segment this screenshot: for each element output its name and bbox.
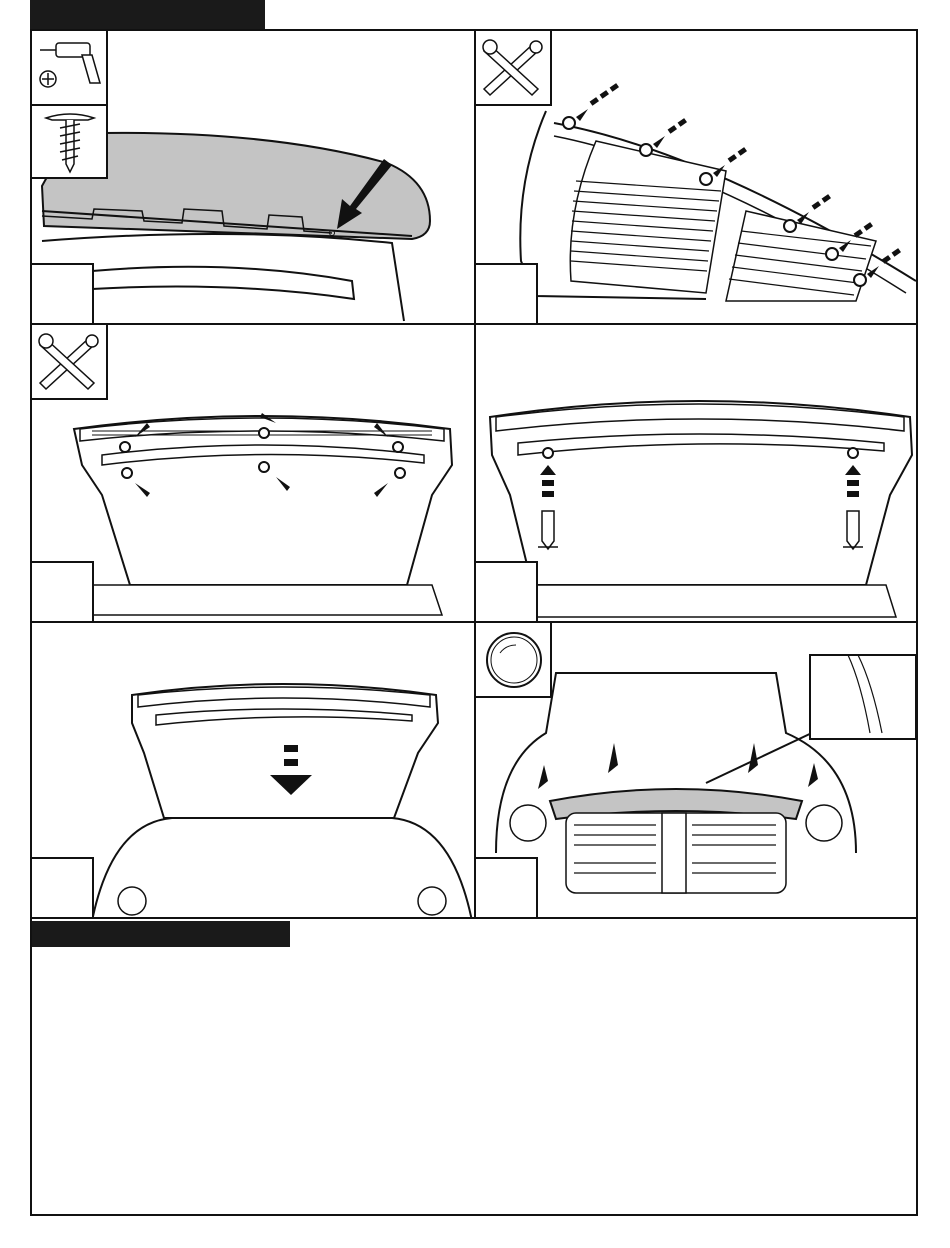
step-4-number-box [476,561,538,621]
step-1-panel [30,29,476,325]
step-1-number-box [32,263,94,323]
cleaning-pad-icon [476,623,552,698]
wrench-icon [476,31,552,106]
step-5-illustration [32,623,476,919]
step-4-panel [474,323,918,623]
notes-tab [32,921,290,947]
notes-area [32,947,916,1214]
step-4-illustration [476,325,918,623]
screw-icon [32,104,108,179]
step-5-panel [30,621,476,919]
drill-icon [32,31,108,106]
step-3-number-box [32,561,94,621]
step-5-number-box [32,857,94,917]
step-6-number-box [476,857,538,917]
step-1-toolbox [32,31,108,106]
step-2-number-box [476,263,538,323]
step-6-panel [474,621,918,919]
step-2-panel [474,29,918,325]
step-3-panel [30,323,476,623]
wrench-icon [32,325,108,400]
header-tab [30,0,265,30]
